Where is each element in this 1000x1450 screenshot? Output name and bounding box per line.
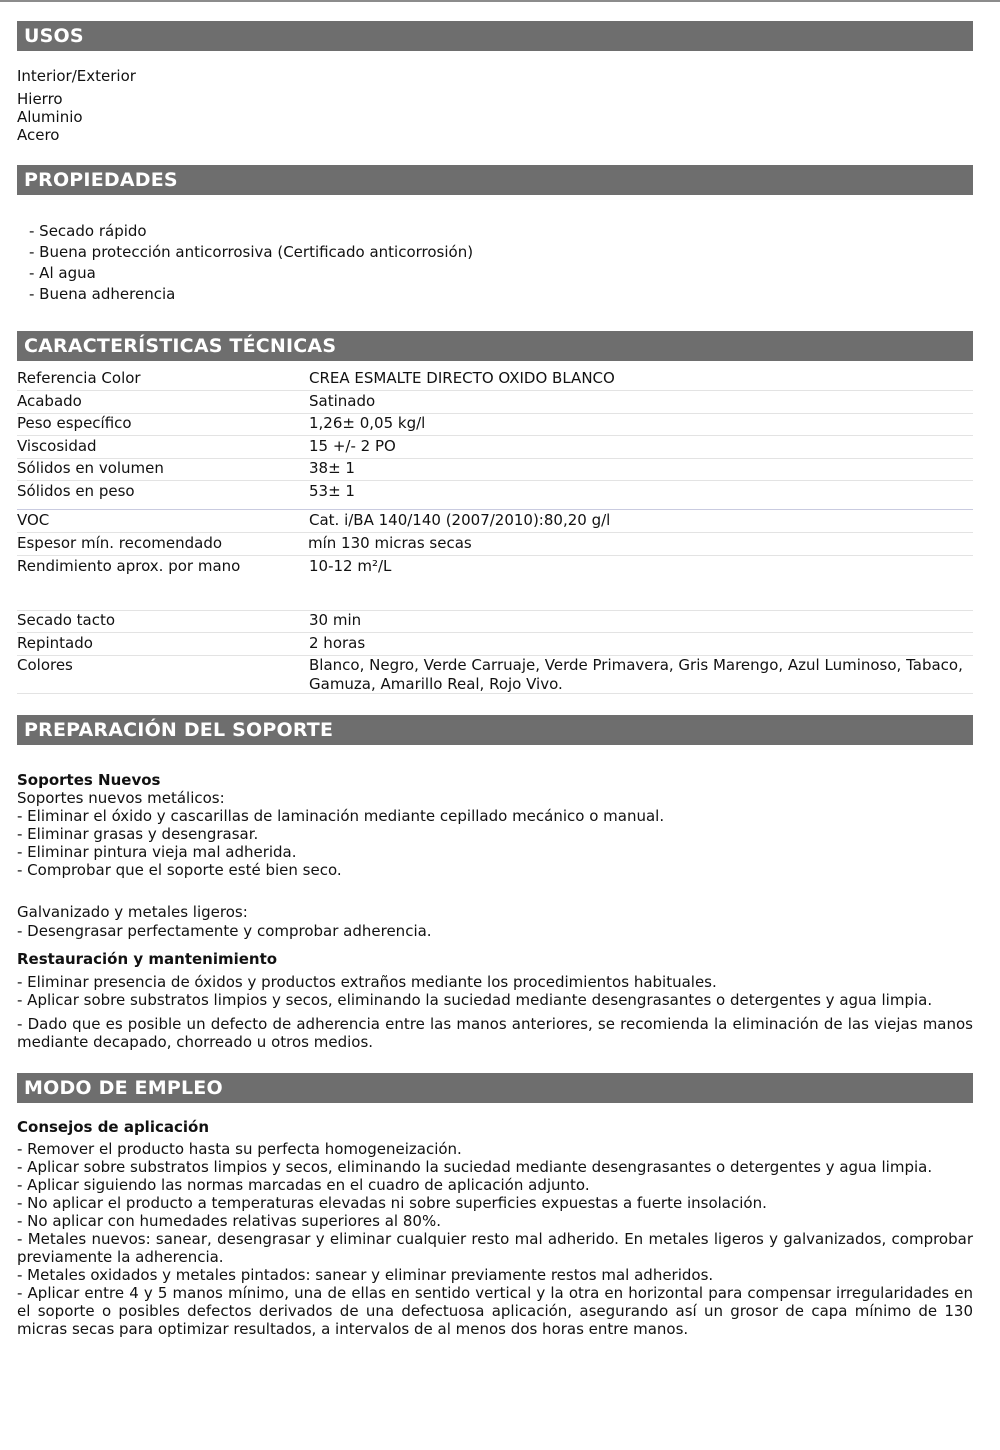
text-line: - Aplicar sobre substratos limpios y secos, eliminando la suciedad mediante desengrasantes o detergentes y agua limpia. <box>17 1158 933 1176</box>
table-row <box>17 611 973 633</box>
spec-key: Viscosidad <box>17 437 97 455</box>
subheading-soportes-nuevos: Soportes Nuevos <box>17 771 161 789</box>
subheading-restauracion: Restauración y mantenimiento <box>17 950 278 968</box>
usos-line: Aluminio <box>17 108 83 126</box>
text-line: - No aplicar el producto a temperaturas elevadas ni sobre superficies expuestas a fuerte insolación. <box>17 1194 767 1212</box>
section-header-usos: USOS <box>17 21 973 51</box>
table-row <box>17 459 973 481</box>
text-line: - Metales oxidados y metales pintados: sanear y eliminar previamente restos mal adheridos. <box>17 1266 714 1284</box>
modo-empleo-content <box>17 1118 973 1338</box>
spec-key: Peso específico <box>17 414 132 432</box>
table-row <box>17 392 973 414</box>
preparacion-nuevos <box>17 771 973 879</box>
usos-line: Acero <box>17 126 60 144</box>
spec-value: 2 horas <box>309 634 366 652</box>
subheading-consejos: Consejos de aplicación <box>17 1118 209 1136</box>
table-row <box>17 534 973 556</box>
text-line: - Eliminar grasas y desengrasar. <box>17 825 259 843</box>
table-row <box>17 511 973 533</box>
spec-key: Colores <box>17 656 73 674</box>
text-paragraph: - Dado que es posible un defecto de adherencia entre las manos anteriores, se recomienda la eliminación de las viejas manos mediante decapado, chorreado u otros medios. <box>17 1015 973 1051</box>
list-item: - Buena protección anticorrosiva (Certificado anticorrosión) <box>29 243 474 261</box>
spec-value: 1,26± 0,05 kg/l <box>309 414 426 432</box>
text-line: Soportes nuevos metálicos: <box>17 789 225 807</box>
text-line: - Aplicar siguiendo las normas marcadas en el cuadro de aplicación adjunto. <box>17 1176 590 1194</box>
text-line: - Eliminar presencia de óxidos y productos extraños mediante los procedimientos habituales. <box>17 973 717 991</box>
section-header-modo-empleo: MODO DE EMPLEO <box>17 1073 973 1103</box>
list-item: - Al agua <box>29 264 96 282</box>
spec-value: 38± 1 <box>309 459 355 477</box>
text-line: - Desengrasar perfectamente y comprobar adherencia. <box>17 922 432 940</box>
text-line: - Aplicar entre 4 y 5 manos mínimo, una de ellas en sentido vertical y la otra en horizontal para compensar irregularidades en el soporte o posibles defectos derivados de una defectuosa aplicación, asegurando así un grosor de capa mínimo de 130 micras secas para optimizar resultados, a intervalos de al menos dos horas entre manos. <box>17 1284 973 1338</box>
list-item: - Buena adherencia <box>29 285 176 303</box>
spec-key: Rendimiento aprox. por mano <box>17 557 241 575</box>
table-row <box>17 634 973 656</box>
text-line: - Comprobar que el soporte esté bien seco. <box>17 861 342 879</box>
table-row <box>17 482 973 510</box>
section-header-propiedades: PROPIEDADES <box>17 165 973 195</box>
table-row <box>17 369 973 391</box>
spec-value: Satinado <box>309 392 376 410</box>
spec-value: Blanco, Negro, Verde Carruaje, Verde Primavera, Gris Marengo, Azul Luminoso, Tabaco, Gamuza, Amarillo Real, Rojo Vivo. <box>309 656 963 693</box>
table-row <box>17 414 973 436</box>
spec-key: Sólidos en peso <box>17 482 135 500</box>
text-line: - Eliminar el óxido y cascarillas de laminación mediante cepillado mecánico o manual. <box>17 807 665 825</box>
spec-key: Sólidos en volumen <box>17 459 164 477</box>
top-divider <box>0 0 1000 2</box>
spec-key: Acabado <box>17 392 82 410</box>
spec-value: mín 130 micras secas <box>308 534 472 552</box>
spec-key: VOC <box>17 511 50 529</box>
spec-value: 53± 1 <box>309 482 355 500</box>
text-line: - Metales nuevos: sanear, desengrasar y eliminar cualquier resto mal adherido. En metales ligeros y galvanizados, comprobar previamente la adherencia. <box>17 1230 973 1266</box>
usos-line: Interior/Exterior <box>17 67 136 85</box>
text-line: - Remover el producto hasta su perfecta homogeneización. <box>17 1140 462 1158</box>
spec-value: Cat. i/BA 140/140 (2007/2010):80,20 g/l <box>309 511 611 529</box>
propiedades-list <box>29 221 473 305</box>
spec-key: Repintado <box>17 634 93 652</box>
usos-content <box>17 67 973 144</box>
spec-value: CREA ESMALTE DIRECTO OXIDO BLANCO <box>309 369 615 387</box>
text-line: - Aplicar sobre substratos limpios y secos, eliminando la suciedad mediante desengrasantes o detergentes y agua limpia. <box>17 991 933 1009</box>
text-line: - No aplicar con humedades relativas superiores al 80%. <box>17 1212 441 1230</box>
preparacion-restauracion <box>17 950 973 1051</box>
section-header-preparacion: PREPARACIÓN DEL SOPORTE <box>17 715 973 745</box>
table-row <box>17 557 973 611</box>
preparacion-galvanizado <box>17 903 973 940</box>
section-header-caracteristicas: CARACTERÍSTICAS TÉCNICAS <box>17 331 973 361</box>
spec-key: Referencia Color <box>17 369 141 387</box>
list-item: - Secado rápido <box>29 222 147 240</box>
table-row <box>17 656 973 694</box>
spec-value: 15 +/- 2 PO <box>309 437 396 455</box>
spec-key: Secado tacto <box>17 611 116 629</box>
usos-line: Hierro <box>17 90 63 108</box>
spec-value: 30 min <box>309 611 362 629</box>
table-row <box>17 437 973 459</box>
spec-value: 10-12 m²/L <box>309 557 392 575</box>
text-line: - Eliminar pintura vieja mal adherida. <box>17 843 297 861</box>
spec-key: Espesor mín. recomendado <box>17 534 223 552</box>
text-line: Galvanizado y metales ligeros: <box>17 903 248 921</box>
